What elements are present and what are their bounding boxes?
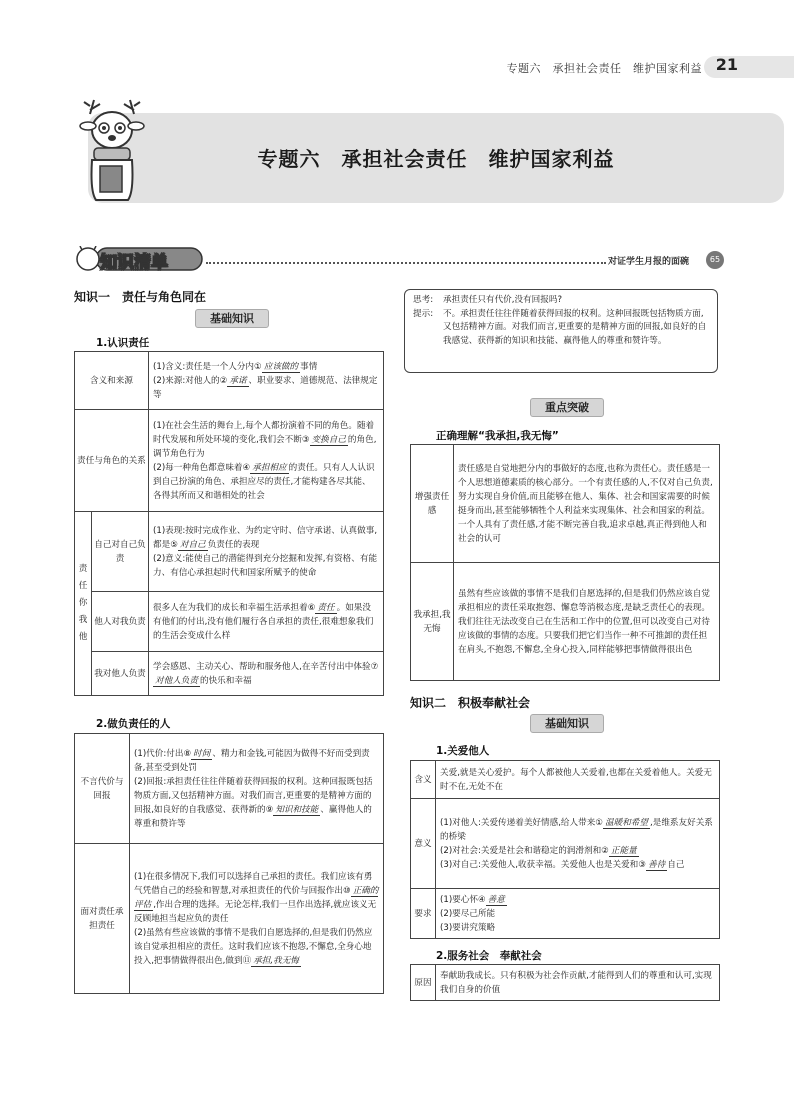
subtitle-care-others: 1.关爱他人 — [436, 745, 490, 757]
row-content: (1)对他人:关爱传递着美好情感,给人带来① 温暖和希望 ,是维系友好关系的桥梁 (2)对社会:关爱是社会和谐稳定的润滑剂和② 正能量 (3)对自己:关爱他人,收获幸福。关爱他人也是关爱和③ 善待 自己 — [436, 799, 720, 889]
hint-text: 不。承担责任往往伴随着获得回报的权利。这种回报既包括物质方面,又包括精神方面。对我们而言,更重要的是精神方面的回报,如良好的自我感觉、获得新的知识和技能、赢得他人的尊重和赞许等。 — [443, 308, 707, 346]
row-key: 原因 — [411, 965, 436, 1001]
hint-label: 提示: — [413, 308, 434, 319]
think-label: 思考: — [413, 295, 434, 305]
row-content: (1)在很多情况下,我们可以选择自己承担的责任。我们应该有勇气凭借自己的经验和智慧,对承担责任的代价与回报作出⑩ 正确的评估 ,作出合理的选择。无论怎样,我们一旦作出选择,就应该义无反顾地担当起应负的责任 (2)虽然有些应该做的事情不是我们自愿选择的,但是我们仍然应该自觉承担相应的责任。这时我们应该不抱怨,不懈怠,全身心地投入,把事情做得很出色,做到⑪ 承担,我无悔 — [130, 844, 384, 994]
row-key: 不言代价与回报 — [75, 734, 130, 844]
serve-table — [410, 964, 720, 1001]
row-content: (1)含义:责任是一个人分内① 应该做的 事情 (2)来源:对他人的② 承诺 、职业要求、道德规范、法律规定等 — [149, 352, 384, 410]
focus-table — [410, 444, 720, 681]
subtitle-serve-society: 2.服务社会 奉献社会 — [436, 950, 542, 962]
care-table — [410, 760, 720, 939]
be-responsible-table — [74, 733, 384, 994]
row-content: (1)代价:付出⑧ 时间 、精力和金钱,可能因为做得不好而受到责备,甚至受到处罚 (2)回报:承担责任往往伴随着获得回报的权利。这种回报既包括物质方面,又包括精神方面。对我们而言,更重要的是精神方面的回报,如良好的自我感觉、获得新的⑨ 知识和技能 、赢得他人的尊重和赞许等 — [130, 734, 384, 844]
basic-knowledge-pill-2: 基础知识 — [530, 714, 604, 733]
row-key: 责任与角色的关系 — [75, 410, 149, 512]
row-key: 我承担,我无悔 — [411, 563, 454, 681]
row-content: (1)表现:按时完成作业、为约定守时、信守承诺、认真做事,都是⑤ 对自己 负责任的表现 (2)意义:能使自己的潜能得到充分挖掘和发挥,有资格、有能力、有信心承担起时代和国家所赋予的使命 — [149, 512, 384, 592]
row-key: 要求 — [411, 889, 436, 939]
row-key: 我对他人负责 — [92, 652, 149, 696]
dotted-divider — [206, 262, 606, 264]
subtitle-be-responsible: 2.做负责任的人 — [96, 718, 171, 730]
running-title: 专题六 承担社会责任 维护国家利益 — [506, 62, 702, 75]
row-key: 含义和来源 — [75, 352, 149, 410]
page-number: 21 — [715, 55, 738, 74]
promo-badge: 65 — [706, 251, 724, 269]
knowledge-one-title: 知识一 责任与角色同在 — [74, 290, 207, 304]
row-content: (1)在社会生活的舞台上,每个人都扮演着不同的角色。随着时代发展和所处环境的变化,我们会不断③ 变换自己 的角色,调节角色行为 (2)每一种角色都意味着④ 承担相应 的责任。只有人人认识到自己扮演的角色、承担应尽的责任,才能构建各尽其能、各得其所而又和谐相处的社会 — [149, 410, 384, 512]
basic-knowledge-pill: 基础知识 — [195, 309, 269, 328]
section-label: 知识清单 — [100, 253, 168, 273]
row-content: 责任感是自觉地把分内的事做好的态度,也称为责任心。责任感是一个人思想道德素质的核心部分。一个有责任感的人,不仅对自己负责,努力实现自身价值,而且能够在他人、集体、社会和国家需要的时候挺身而出,甚至能够牺牲个人利益来实现集体、社会和国家的利益。一个人具有了责任感,才能不断完善自我,追求卓越,真正得到他人和社会的认可 — [454, 445, 720, 563]
banner-title: 专题六 承担社会责任 维护国家利益 — [257, 147, 615, 171]
promo-text: 对证学生月报的面碗 — [608, 257, 690, 267]
think-box — [404, 289, 718, 373]
row-key: 他人对我负责 — [92, 592, 149, 652]
row-content: 学会感恩、主动关心、帮助和服务他人,在辛苦付出中体验⑦对他人负责 的快乐和幸福 — [149, 652, 384, 696]
row-key: 意义 — [411, 799, 436, 889]
row-content: 虽然有些应该做的事情不是我们自愿选择的,但是我们仍然应该自觉承担相应的责任采取抱怨、懈怠等消极态度,是缺乏责任心的表现。我们往往无法改变自己在生活和工作中的位置,但可以改变自己对待应该做的事情的态度。只要我们把它们当作一种不可推卸的责任担在肩头,不抱怨,不懈怠,全身心投入,同样能够把事情做得很出色 — [454, 563, 720, 681]
knowledge-two-title: 知识二 积极奉献社会 — [410, 696, 531, 710]
subtitle-recognize-responsibility: 1.认识责任 — [96, 337, 150, 349]
row-content: (1)要心怀④ 善意 (2)要尽己所能 (3)要讲究策略 — [436, 889, 720, 939]
group-key: 责任你我他 — [75, 512, 92, 696]
row-key: 自己对自己负责 — [92, 512, 149, 592]
responsibility-table — [74, 351, 384, 696]
think-question: 承担责任只有代价,没有回报吗? — [443, 295, 563, 305]
row-key: 面对责任承担责任 — [75, 844, 130, 994]
row-content: 关爱,就是关心爱护。每个人都被他人关爱着,也都在关爱着他人。关爱无时不在,无处不在 — [436, 761, 720, 799]
row-content: 奉献助我成长。只有积极为社会作贡献,才能得到人们的尊重和认可,实现我们自身的价值 — [436, 965, 720, 1001]
focus-title: 正确理解“我承担,我无悔” — [436, 430, 559, 442]
row-key: 含义 — [411, 761, 436, 799]
row-content: 很多人在为我们的成长和幸福生活承担着⑥ 责任 。如果没有他们的付出,没有他们履行各自承担的责任,很难想象我们的生活会变成什么样 — [149, 592, 384, 652]
key-breakthrough-pill: 重点突破 — [530, 398, 604, 417]
row-key: 增强责任感 — [411, 445, 454, 563]
